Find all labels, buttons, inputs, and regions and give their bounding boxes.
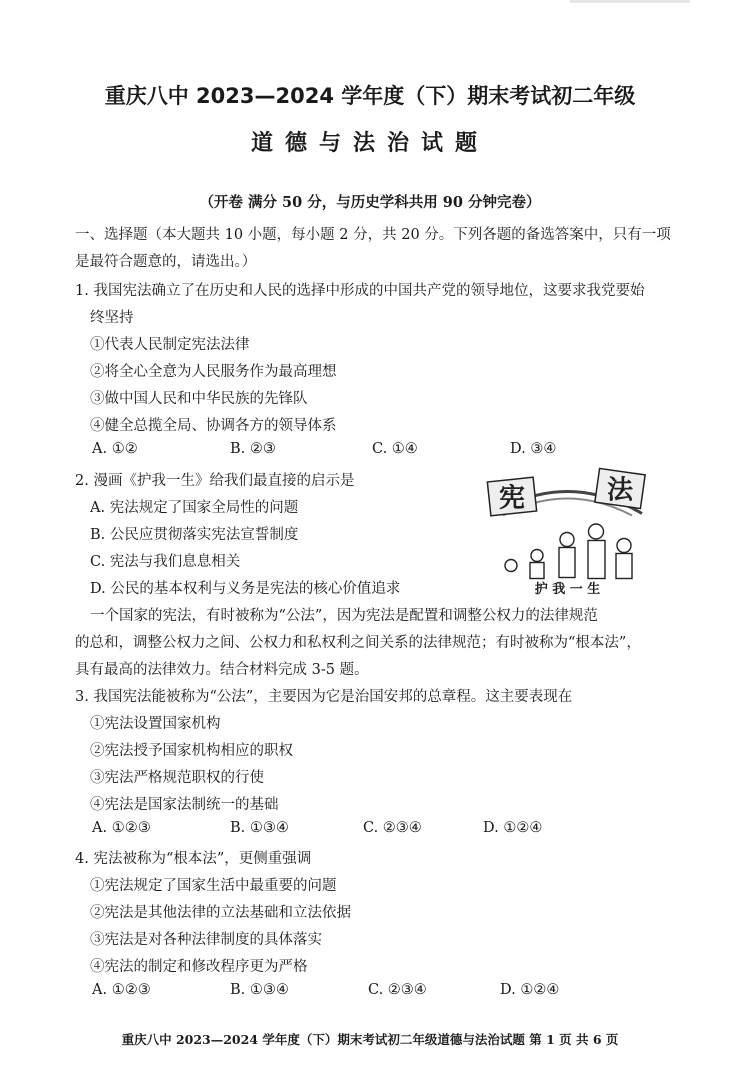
- q1-option-d: D. ③④: [510, 441, 557, 457]
- q3-item-3: ③宪法严格规范职权的行使: [90, 770, 264, 786]
- q1-item-2: ②将全心全意为人民服务作为最高理想: [90, 364, 337, 380]
- q4-stem: 4. 宪法被称为“根本法”，更侧重强调: [75, 851, 312, 867]
- scan-artifact: [570, 0, 690, 3]
- q2-option-b: B. 公民应贯彻落实宪法宣誓制度: [90, 527, 299, 543]
- section-intro-line-2: 是最符合题意的，请选出。）: [75, 254, 257, 270]
- q4-option-b: B. ①③④: [230, 982, 289, 998]
- q1-option-c: C. ①④: [372, 441, 418, 457]
- q3-option-d: D. ①②④: [483, 820, 543, 836]
- q2-option-c: C. 宪法与我们息息相关: [90, 554, 241, 570]
- q4-item-4: ④宪法的制定和修改程序更为严格: [90, 959, 308, 975]
- baby-figure: [505, 560, 517, 572]
- q3-option-a: A. ①②③: [92, 820, 151, 836]
- q1-stem-line-1: 1. 我国宪法确立了在历史和人民的选择中形成的中国共产党的领导地位，这要求我党要始: [75, 283, 645, 299]
- material-line-2: 的总和，调整公权力之间、公权力和私权利之间关系的法律规范；有时被称为“根本法”，: [75, 635, 641, 651]
- q4-item-2: ②宪法是其他法律的立法基础和立法依据: [90, 905, 351, 921]
- q2-option-d: D. 公民的基本权利与义务是宪法的核心价值追求: [90, 581, 401, 597]
- q3-option-c: C. ②③④: [363, 820, 422, 836]
- material-line-1: 一个国家的宪法，有时被称为“公法”，因为宪法是配置和调整公权力的法律规范: [90, 608, 598, 624]
- q3-option-b: B. ①③④: [230, 820, 289, 836]
- cartoon-protect-my-life: [485, 454, 650, 594]
- q3-item-1: ①宪法设置国家机构: [90, 716, 221, 732]
- q1-item-4: ④健全总揽全局、协调各方的领导体系: [90, 418, 337, 434]
- q2-stem: 2. 漫画《护我一生》给我们最直接的启示是: [75, 473, 355, 489]
- cartoon-char-xian: 宪: [498, 483, 526, 514]
- exam-note: （开卷 满分 50 分，与历史学科共用 90 分钟完卷）: [199, 194, 541, 211]
- q4-item-1: ①宪法规定了国家生活中最重要的问题: [90, 878, 337, 894]
- q1-option-a: A. ①②: [92, 441, 138, 457]
- cartoon-char-fa: 法: [606, 475, 634, 506]
- q1-item-1: ①代表人民制定宪法法律: [90, 337, 250, 353]
- q3-item-4: ④宪法是国家法制统一的基础: [90, 797, 279, 813]
- section-intro-line-1: 一、选择题（本大题共 10 小题，每小题 2 分，共 20 分。下列各题的备选答案中，只有一项: [75, 227, 671, 243]
- q4-item-3: ③宪法是对各种法律制度的具体落实: [90, 932, 322, 948]
- q1-stem-line-2: 终坚持: [90, 310, 134, 326]
- q2-option-a: A. 宪法规定了国家全局性的问题: [90, 500, 299, 516]
- q4-option-a: A. ①②③: [92, 982, 151, 998]
- cartoon-caption: 护 我 一 生: [534, 582, 601, 597]
- subject-title: 道德与法治试题: [250, 131, 489, 156]
- page-footer: 重庆八中 2023—2024 学年度（下）期末考试初二年级道德与法治试题 第 1 页 共 6 页: [121, 1032, 619, 1047]
- q3-item-2: ②宪法授予国家机构相应的职权: [90, 743, 293, 759]
- q4-option-d: D. ①②④: [500, 982, 560, 998]
- school-exam-title: 重庆八中 2023—2024 学年度（下）期末考试初二年级: [104, 84, 636, 108]
- material-line-3: 具有最高的法律效力。结合材料完成 3-5 题。: [75, 662, 369, 678]
- q4-option-c: C. ②③④: [368, 982, 427, 998]
- q1-option-b: B. ②③: [230, 441, 276, 457]
- q1-item-3: ③做中国人民和中华民族的先锋队: [90, 391, 308, 407]
- q3-stem: 3. 我国宪法能被称为“公法”，主要因为它是治国安邦的总章程。这主要表现在: [75, 689, 573, 705]
